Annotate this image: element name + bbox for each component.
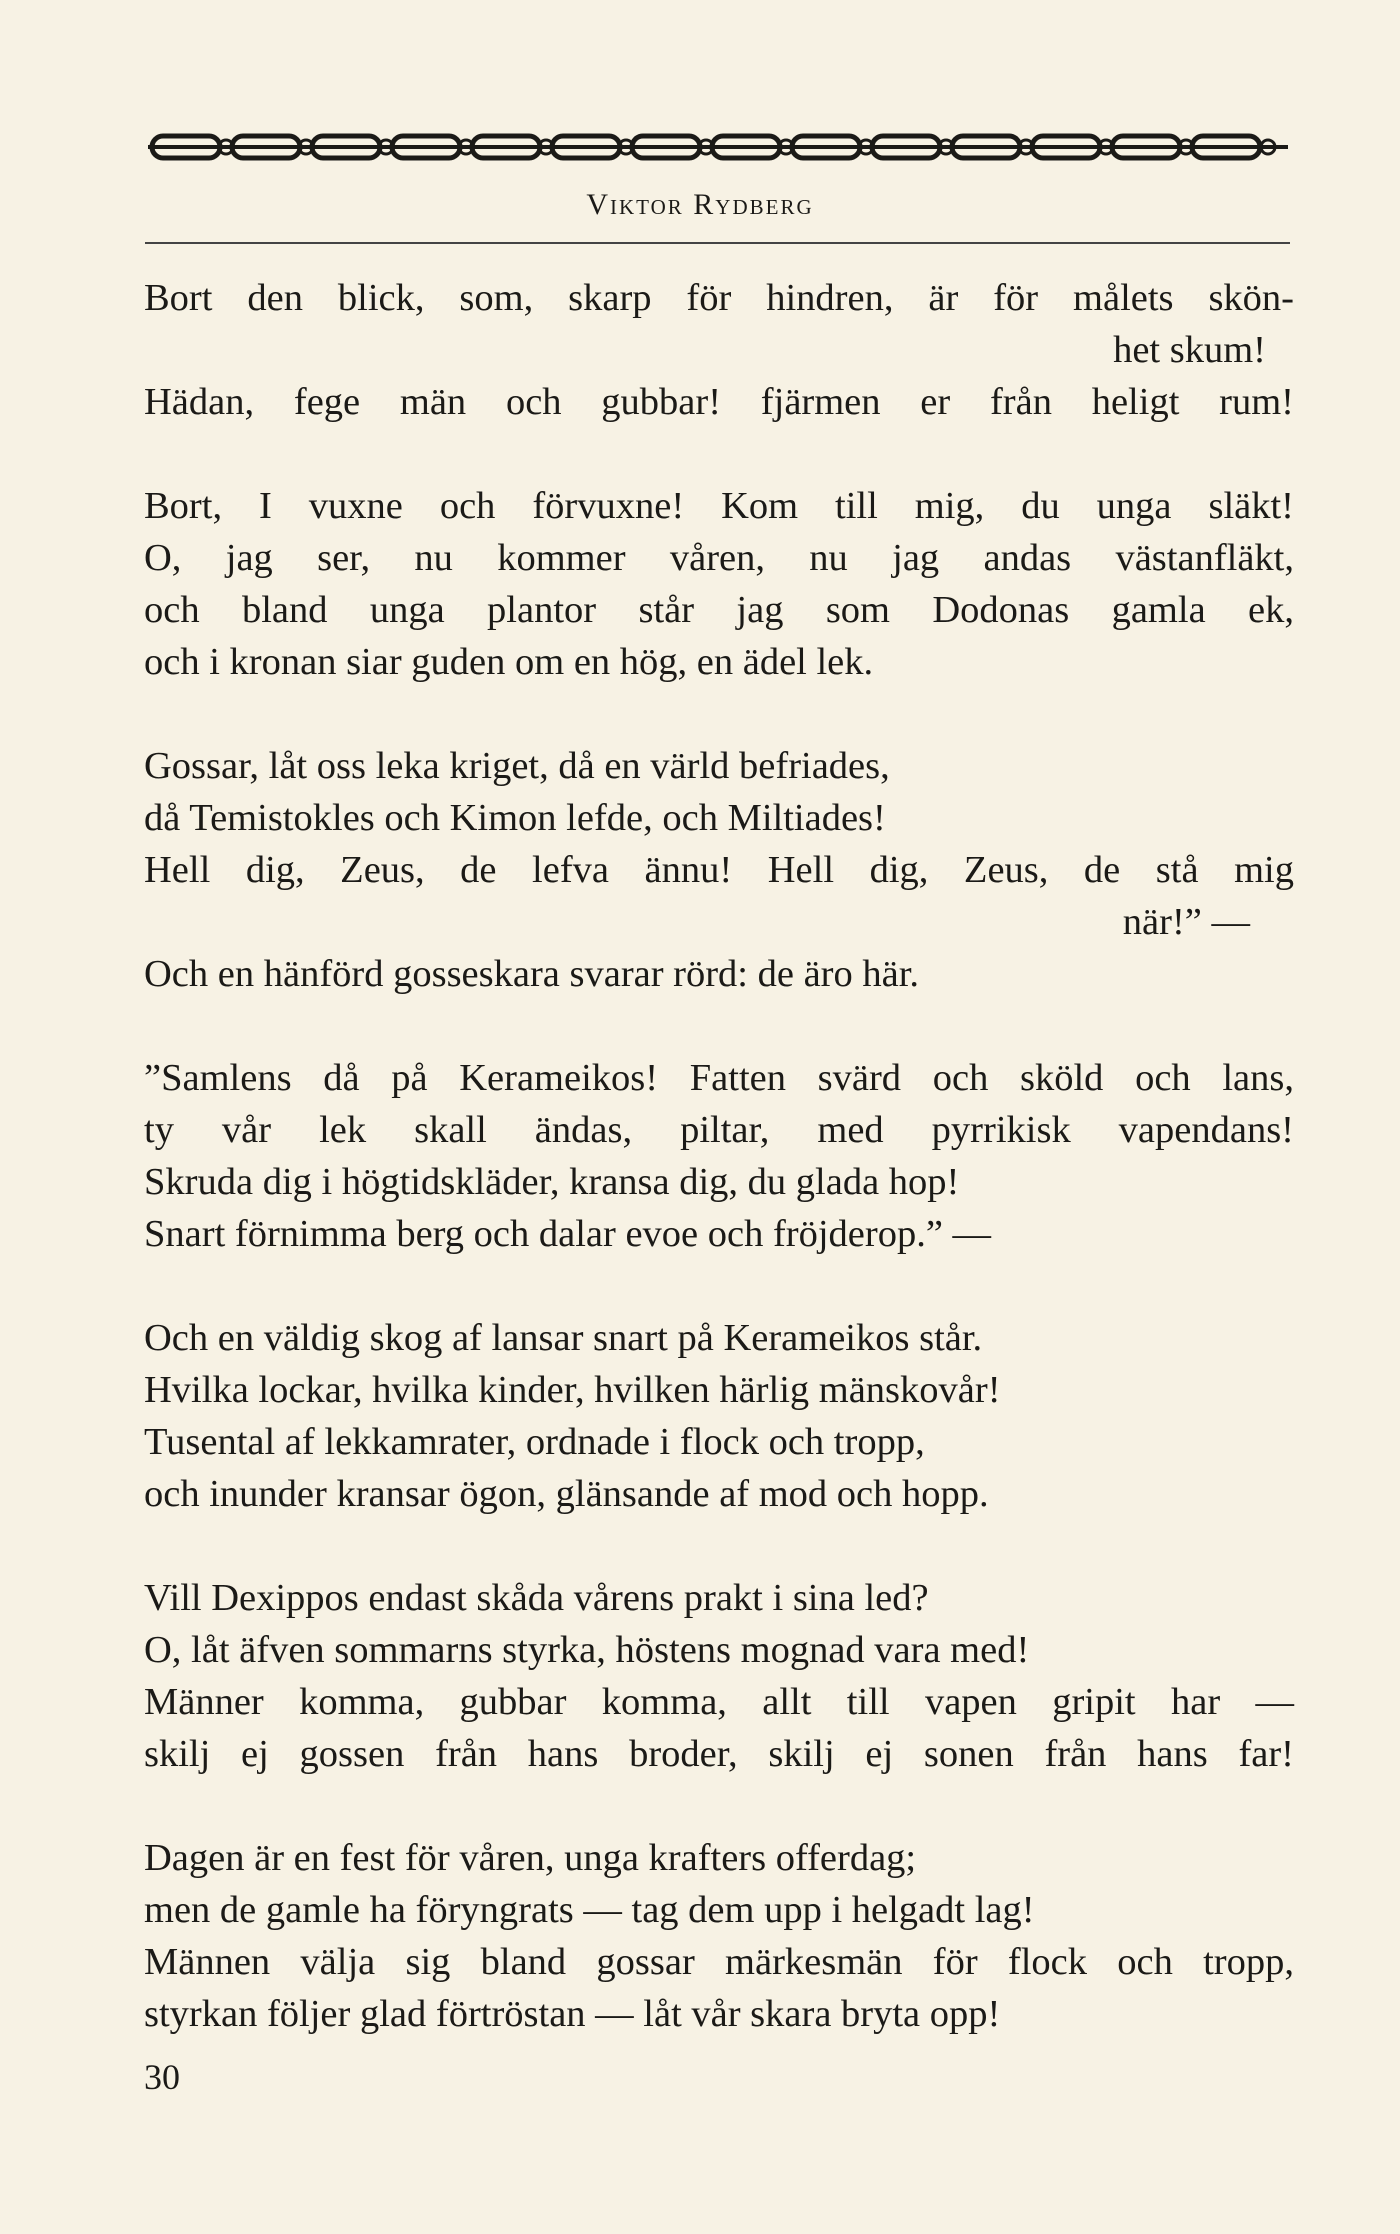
verse-line: Snart förnimma berg och dalar evoe och fröjderop.” —: [144, 1213, 992, 1255]
verse-line: Bort den blick, som, skarp för hindren, är för målets skön-: [144, 277, 1294, 319]
verse-line: Dagen är en fest för våren, unga krafters offerdag;: [144, 1837, 917, 1879]
stanza: [144, 1312, 1294, 1520]
verse-line: och bland unga plantor står jag som Dodonas gamla ek,: [144, 589, 1294, 631]
verse-line: Tusental af lekkamrater, ordnade i flock och tropp,: [144, 1421, 925, 1463]
stanza: [144, 272, 1294, 428]
verse-line: Och en hänförd gosseskara svarar rörd: de äro här.: [144, 953, 920, 995]
stanza: [144, 740, 1294, 1000]
verse-line: O, låt äfven sommarns styrka, höstens mognad vara med!: [144, 1629, 1030, 1671]
verse-line: Hell dig, Zeus, de lefva ännu! Hell dig, Zeus, de stå mig: [144, 849, 1294, 891]
verse-line: Bort, I vuxne och förvuxne! Kom till mig, du unga släkt!: [144, 485, 1294, 527]
page-number: 30: [144, 2057, 180, 2097]
verse-line-continuation: när!” —: [1122, 901, 1250, 943]
verse-line: skilj ej gossen från hans broder, skilj ej sonen från hans far!: [144, 1733, 1294, 1775]
verse-line: men de gamle ha föryngrats — tag dem upp i helgadt lag!: [144, 1889, 1035, 1931]
stanza: [144, 1832, 1294, 2040]
verse-line: Och en väldig skog af lansar snart på Kerameikos står.: [144, 1317, 983, 1359]
author-name: Viktor Rydberg: [586, 188, 814, 221]
stanza: [144, 480, 1294, 688]
chain-ornament-icon: [148, 128, 1288, 166]
verse-line: Männen välja sig bland gossar märkesmän för flock och tropp,: [144, 1941, 1294, 1983]
verse-line: ”Samlens då på Kerameikos! Fatten svärd och sköld och lans,: [144, 1057, 1294, 1099]
verse-line: O, jag ser, nu kommer våren, nu jag andas västanfläkt,: [144, 537, 1294, 579]
verse-line: och i kronan siar guden om en hög, en ädel lek.: [144, 641, 874, 683]
verse-line-continuation: het skum!: [1113, 329, 1266, 371]
verse-line: Hädan, fege män och gubbar! fjärmen er från heligt rum!: [144, 381, 1294, 423]
stanza: [144, 1572, 1294, 1780]
verse-line: Männer komma, gubbar komma, allt till vapen gripit har —: [144, 1681, 1294, 1723]
verse-line: Gossar, låt oss leka kriget, då en värld befriades,: [144, 745, 890, 787]
verse-line: styrkan följer glad förtröstan — låt vår skara bryta opp!: [144, 1993, 1001, 2035]
stanza: [144, 1052, 1294, 1260]
running-header: [0, 188, 1400, 222]
verse-line: Vill Dexippos endast skåda vårens prakt i sina led?: [144, 1577, 929, 1619]
verse-line: ty vår lek skall ändas, piltar, med pyrrikisk vapendans!: [144, 1109, 1294, 1151]
verse-line: då Temistokles och Kimon lefde, och Miltiades!: [144, 797, 886, 839]
verse-line: Hvilka lockar, hvilka kinder, hvilken härlig mänskovår!: [144, 1369, 1001, 1411]
verse-line: och inunder kransar ögon, glänsande af mod och hopp.: [144, 1473, 989, 1515]
header-rule: [145, 242, 1290, 244]
poem-text: [144, 272, 1294, 2092]
verse-line: Skruda dig i högtidskläder, kransa dig, du glada hop!: [144, 1161, 960, 1203]
